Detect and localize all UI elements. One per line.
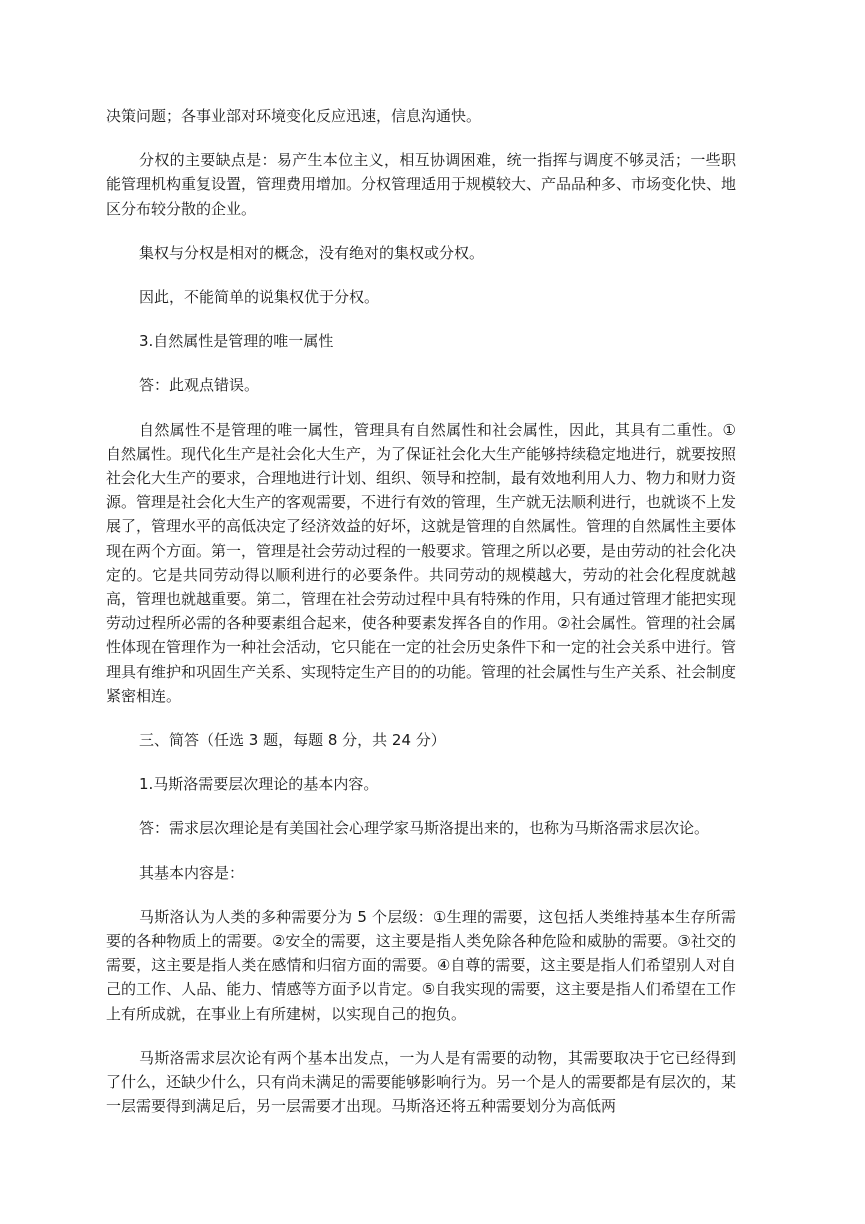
paragraph-1: 决策问题；各事业部对环境变化反应迅速，信息沟通快。 [106,107,482,125]
answer-intro: 答：此观点错误。 [139,376,260,395]
question-heading-1: 1.马斯洛需要层次理论的基本内容。 [139,775,379,794]
paragraph-11: 其基本内容是： [139,863,245,882]
paragraph-2: 分权的主要缺点是：易产生本位主义，相互协调困难，统一指挥与调度不够灵活；一些职能管理机构重复设置，管理费用增加。分权管理适用于规模较大、产品品种多、市场变化快、地区分布较分散的企业。 [106,151,737,218]
paragraph-12: 马斯洛认为人类的多种需要分为 5 个层级：①生理的需要，这包括人类维持基本生存所需要的各种物质上的需要。②安全的需要，这主要是指人类免除各种危险和威胁的需要。③社交的需要，这主要是指人类在感情和归宿方面的需要。④自尊的需要，这主要是指人们希望别人对自己的工作、人品、能力、情感等方面予以肯定。⑤自我实现的需要，这主要是指人们希望在工作上有所成就，在事业上有所建树，以实现自己的抱负。 [106,907,736,1023]
paragraph-4: 因此，不能简单的说集权优于分权。 [139,288,380,307]
paragraph-13: 马斯洛需求层次论有两个基本出发点，一为人是有需要的动物，其需要取决于它已经得到了什么，还缺少什么，只有尚未满足的需要能够影响行为。另一个是人的需要都是有层次的，某一层需要得到满足后，另一层需要才出现。马斯洛还将五种需要划分为高低两 [106,1048,737,1116]
section-heading-3: 三、简答（任选 3 题，每题 8 分，共 24 分） [139,731,446,750]
question-heading-3: 3.自然属性是管理的唯一属性 [139,332,334,351]
answer-paragraph: 答：需求层次理论是有美国社会心理学家马斯洛提出来的，也称为马斯洛需求层次论。 [139,819,710,838]
paragraph-3: 集权与分权是相对的概念，没有绝对的集权或分权。 [139,243,485,262]
document-body [106,104,736,1139]
paragraph-7: 自然属性不是管理的唯一属性，管理具有自然属性和社会属性，因此，其具有二重性。①自然属性。现代化生产是社会化大生产，为了保证社会化大生产能够持续稳定地进行，就要按照社会化大生产的要求，合理地进行计划、组织、领导和控制，最有效地利用人力、物力和财力资源。管理是社会化大生产的客观需要，不进行有效的管理，生产就无法顺利进行，也就谈不上发展了，管理水平的高低决定了经济效益的好坏，这就是管理的自然属性。管理的自然属性主要体现在两个方面。第一，管理是社会劳动过程的一般要求。管理之所以必要，是由劳动的社会化决定的。它是共同劳动得以顺利进行的必要条件。共同劳动的规模越大，劳动的社会化程度就越高，管理也就越重要。第二，管理在社会劳动过程中具有特殊的作用，只有通过管理才能把实现劳动过程所必需的各种要素组合起来，使各种要素发挥各自的作用。②社会属性。管理的社会属性体现在管理作为一种社会活动，它只能在一定的社会历史条件下和一定的社会关系中进行。管理具有维护和巩固生产关系、实现特定生产目的的功能。管理的社会属性与生产关系、社会制度紧密相连。 [106,420,737,705]
